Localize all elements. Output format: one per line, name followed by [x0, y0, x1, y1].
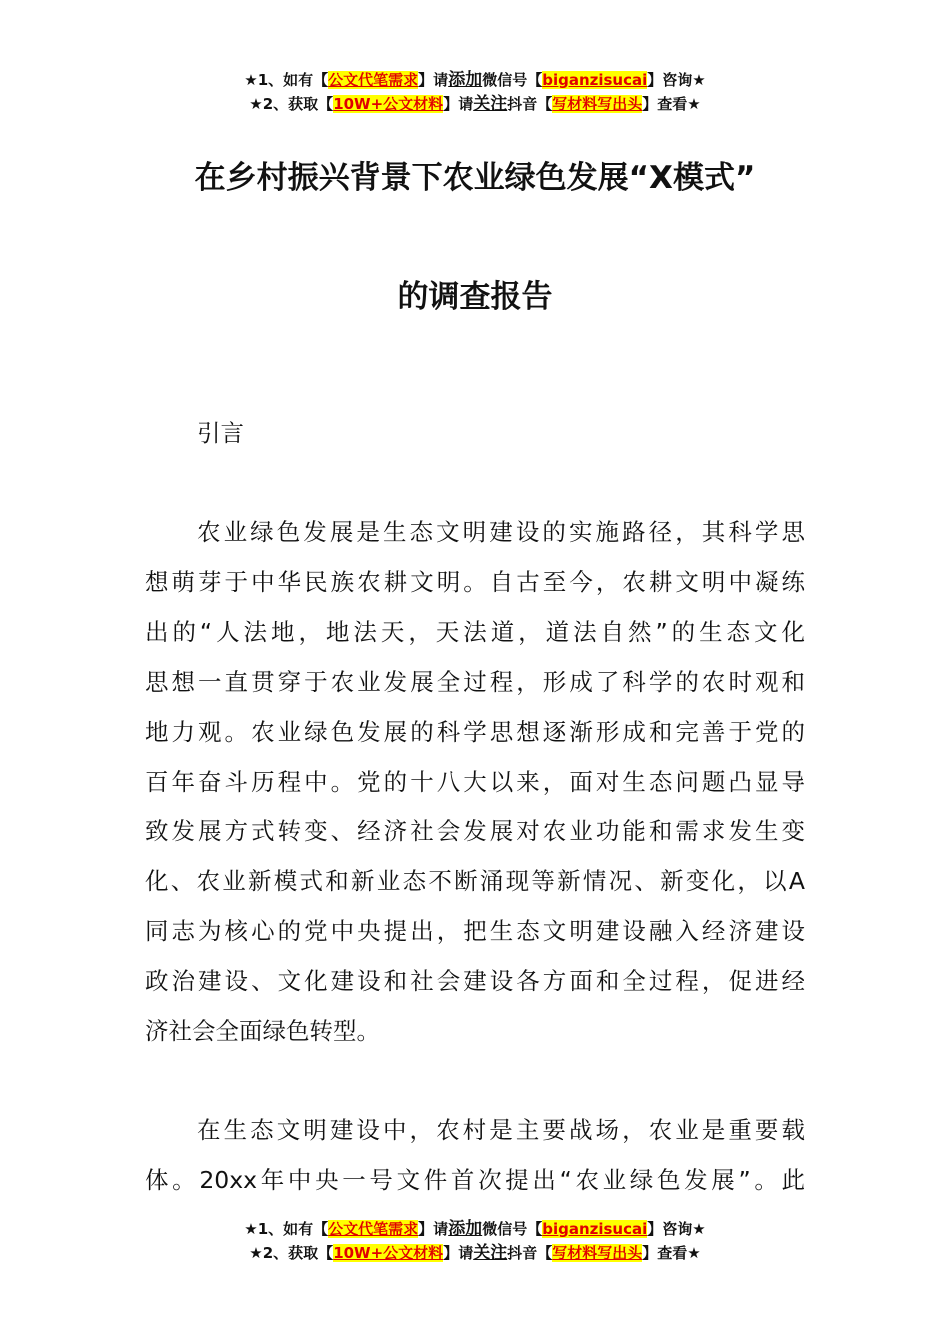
paragraph-line: 想萌芽于中华民族农耕文明。自古至今，农耕文明中凝练 [145, 567, 805, 596]
text: ★2、获取【 [249, 95, 334, 113]
document-title-line-1: 在乡村振兴背景下农业绿色发展“X模式” [194, 160, 756, 196]
promo-banner-top [0, 68, 950, 116]
paragraph-line: 出的“人法地，地法天，天法道，道法自然”的生态文化 [145, 617, 805, 646]
document-title-line-2: 的调查报告 [397, 279, 553, 315]
highlight: biganzisucai [542, 1220, 648, 1238]
highlight: 公文代笔需求 [328, 71, 419, 89]
text: 】咨询★ [647, 71, 706, 89]
paragraph-line: 同志为核心的党中央提出，把生态文明建设融入经济建设 [145, 917, 805, 946]
highlight: 公文代笔需求 [328, 1220, 419, 1238]
text: ★1、如有【 [244, 1220, 329, 1238]
highlight: 写材料写出头 [552, 1244, 643, 1262]
text: 微信号【 [482, 1220, 543, 1238]
text: 】请 [418, 1220, 449, 1238]
paragraph-line: 济社会全面绿色转型。 [145, 1017, 380, 1045]
highlight: 10W+公文材料 [333, 1244, 444, 1262]
paragraph-line: 化、农业新模式和新业态不断涌现等新情况、新变化，以A [145, 867, 805, 896]
promo-line-2 [0, 1241, 950, 1265]
paragraph-line: 思想一直贯穿于农业发展全过程，形成了科学的农时观和 [145, 667, 805, 696]
section-heading: 引言 [197, 419, 244, 447]
text: 】查看★ [642, 1244, 701, 1262]
text: 】查看★ [642, 95, 701, 113]
text: 】咨询★ [647, 1220, 706, 1238]
text: ★1、如有【 [244, 71, 329, 89]
highlight: 10W+公文材料 [333, 95, 444, 113]
paragraph-line: 百年奋斗历程中。党的十八大以来，面对生态问题凸显导 [145, 767, 805, 796]
paragraph-line: 致发展方式转变、经济社会发展对农业功能和需求发生变 [145, 817, 805, 846]
paragraph-line: 政治建设、文化建设和社会建设各方面和全过程，促进经 [145, 967, 805, 996]
text: 】请 [443, 1244, 474, 1262]
text: 抖音【 [507, 95, 553, 113]
underlined: 添加 [448, 1219, 483, 1239]
highlight: 写材料写出头 [552, 95, 643, 113]
promo-banner-bottom [0, 1217, 950, 1265]
promo-line-1 [0, 68, 950, 92]
underlined: 关注 [473, 94, 508, 114]
underlined: 添加 [448, 70, 483, 90]
paragraph-line: 体。20xx年中央一号文件首次提出“农业绿色发展”。此 [145, 1165, 805, 1194]
promo-line-1 [0, 1217, 950, 1241]
paragraph-line: 在生态文明建设中，农村是主要战场，农业是重要载 [197, 1116, 805, 1144]
paragraph-line: 地力观。农业绿色发展的科学思想逐渐形成和完善于党的 [145, 717, 805, 746]
text: 】请 [443, 95, 474, 113]
text: ★2、获取【 [249, 1244, 334, 1262]
text: 】请 [418, 71, 449, 89]
promo-line-2 [0, 92, 950, 116]
text: 微信号【 [482, 71, 543, 89]
underlined: 关注 [473, 1243, 508, 1263]
text: 抖音【 [507, 1244, 553, 1262]
paragraph-line: 农业绿色发展是生态文明建设的实施路径，其科学思 [197, 518, 805, 546]
highlight: biganzisucai [542, 71, 648, 89]
